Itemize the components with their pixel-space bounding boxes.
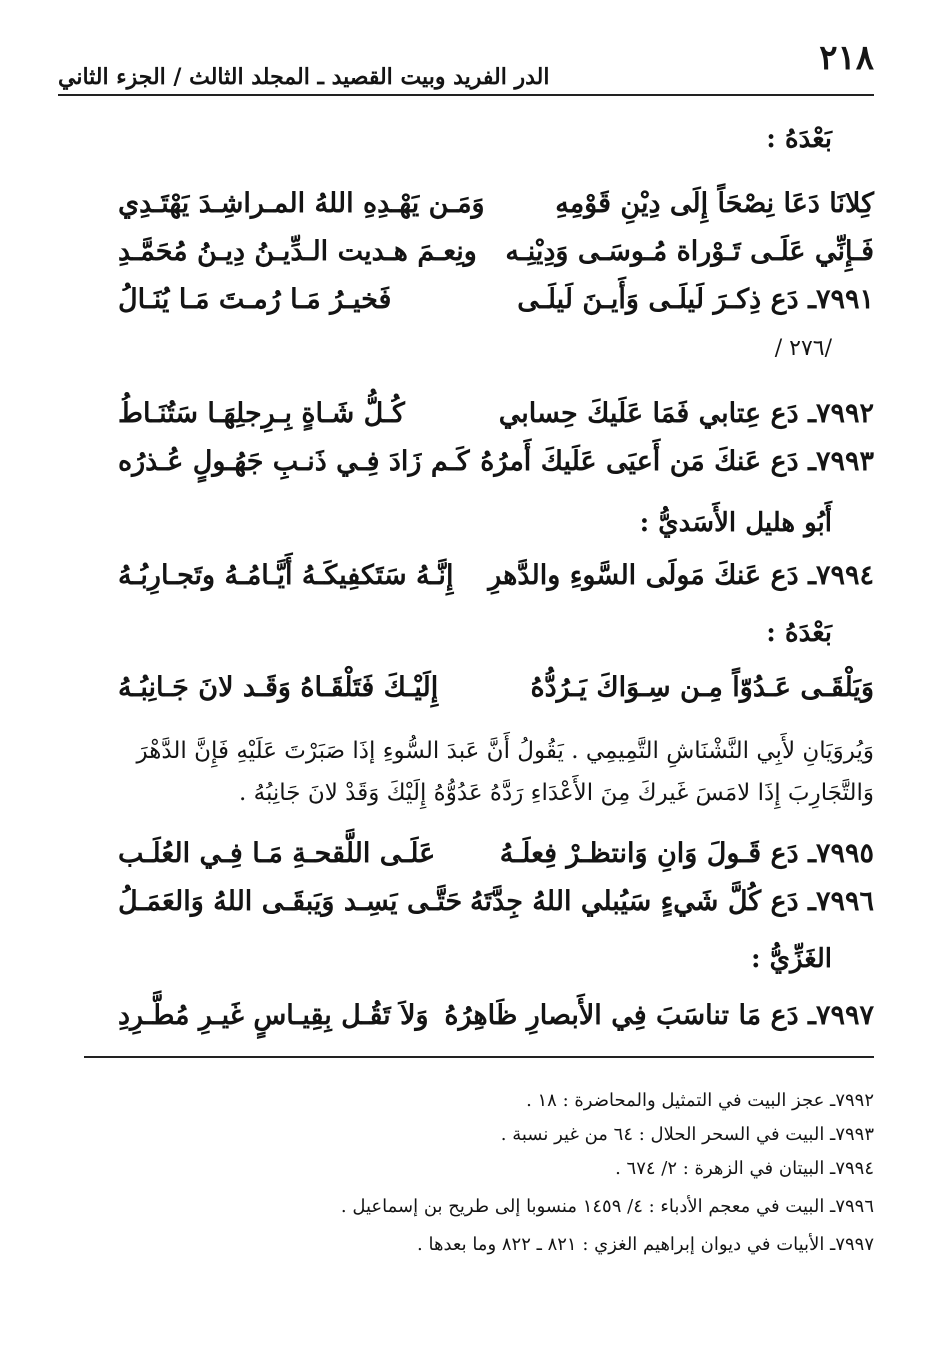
verse-second-hemistich: كُـلُّ شَـاةٍ بِـرِجلِهَـا سَتُنَـاطُ [118,398,405,429]
page-reference: /٢٧٦ / [774,336,832,361]
verse-second-hemistich: عَلَـى اللَّقحـةِ مَـا فِـي العُلَـب [118,838,436,869]
footnote: ٧٩٩٢ـ عجز البيت في التمثيل والمحاضرة : ١٨ . [526,1090,874,1111]
verse-second-hemistich: فَخيـرُ مَـا رُمـتَ مَـا يُنَـالُ [118,284,392,315]
section-label: بَعْدَهُ : [766,618,832,648]
verse-first-hemistich: ٧٩٩٥ـ دَع قَـولَ وَانِ وَانتظـرْ فِعلَـهُ [499,838,874,869]
verse-second-hemistich: ونِعـمَ هـديت الـدِّيـنُ دِيـنُ مُحَمَّـدِ [118,236,477,267]
page-header [58,38,874,96]
verse-first-hemistich: ٧٩٩٧ـ دَع مَا تناسَبَ فِي الأَبصارِ ظَاهِرُهُ [444,1000,874,1031]
footnote-divider [84,1056,874,1058]
footnote: ٧٩٩٣ـ البيت في السحر الحلال : ٦٤ من غير نسبة . [500,1124,874,1145]
verse-first-hemistich: ٧٩٩٤ـ دَع عَنكَ مَولَى السَّوءِ والدَّهرِ [488,560,874,591]
verse-second-hemistich: إِنَّـهُ سَتَكفِيكَـهُ أَيَّـامُـهُ وتَجـارِبُـهُ [118,560,454,591]
commentary-line: وَيُروَيَانِ لأَبِي النَّشْنَاشِ التَّمِيمِي . يَقُولُ أَنَّ عَبدَ السُّوءِ إذَا صَبَرْتَ عَلَيْهِ فَإِنَّ الدَّهْرَ [136,738,874,764]
verse-first-hemistich: ٧٩٩٢ـ دَع عِتابي فَمَا عَلَيكَ حِسابي [498,398,874,429]
footnote: ٧٩٩٤ـ البيتان في الزهرة : ٢/ ٦٧٤ . [615,1158,874,1179]
verse-first-hemistich: فَـإِنِّي عَلَـى تَـوْراة مُـوسَـى وَدِيْنِـه [505,236,874,267]
verse-second-hemistich: كَـم زَادَ فِـي ذَنـبِ جَهُـولٍ عُـذرُه [118,446,470,477]
footnote: ٧٩٩٧ـ الأبيات في ديوان إبراهيم الغزي : ٨٢١ ـ ٨٢٢ وما بعدها . [417,1234,874,1255]
page-number: ٢١٨ [819,38,874,78]
verse-first-hemistich: كِلانَا دَعَا نِصْحَاً إِلَى دِيْنِ قَوْمِهِ [555,188,874,219]
verse-second-hemistich: وَمَـن يَهْـدِهِ اللهُ المـراشِـدَ يَهْتَـدِي [118,188,485,219]
verse-second-hemistich: إِلَيْـكَ فَتَلْقَـاهُ وَقَـد لانَ جَـانِبُـهُ [118,672,439,703]
verse-first-hemistich: ٧٩٩٦ـ دَع كُلَّ شَيءٍ سَيُبلي اللهُ جِدَّتَهُ [470,886,874,917]
verse-first-hemistich: ٧٩٩٣ـ دَع عَنكَ مَن أَعيَى عَلَيكَ أَمرُهُ [480,446,874,477]
verse-second-hemistich: وَلاَ تَقُـل بِقِيـاسٍ غَيـرِ مُطَّـرِدِ [118,1000,429,1031]
verse-first-hemistich: وَيَلْقَـى عَـدُوّاً مِـن سِـوَاكَ يَـرُدُّهُ [530,672,874,703]
verse-second-hemistich: حَتَّـى يَسِـد وَيَبقَـى اللهُ وَالعَمَـلُ [118,886,463,917]
verse-first-hemistich: ٧٩٩١ـ دَع ذِكـرَ لَيلَـى وَأَيـنَ لَيلَـى [517,284,874,315]
poet-label: أَبُو هليل الأَسَديُّ : [639,508,832,538]
running-title: الدر الفريد وبيت القصيد ـ المجلد الثالث / الجزء الثاني [58,64,550,90]
section-label: بَعْدَهُ : [766,124,832,154]
commentary-line: وَالتَّجَارِبَ إِذَا لامَسَ غَيركَ مِنَ الأَعْدَاءِ رَدَّهُ عَدُوُّهُ إِلَيْكَ وَقَدْ لانَ جَانِبُهُ . [239,780,874,806]
poet-label: الغَزِّيُّ : [750,944,832,974]
footnote: ٧٩٩٦ـ البيت في معجم الأدباء : ٤/ ١٤٥٩ منسوبا إلى طريح بن إسماعيل . [340,1196,874,1217]
